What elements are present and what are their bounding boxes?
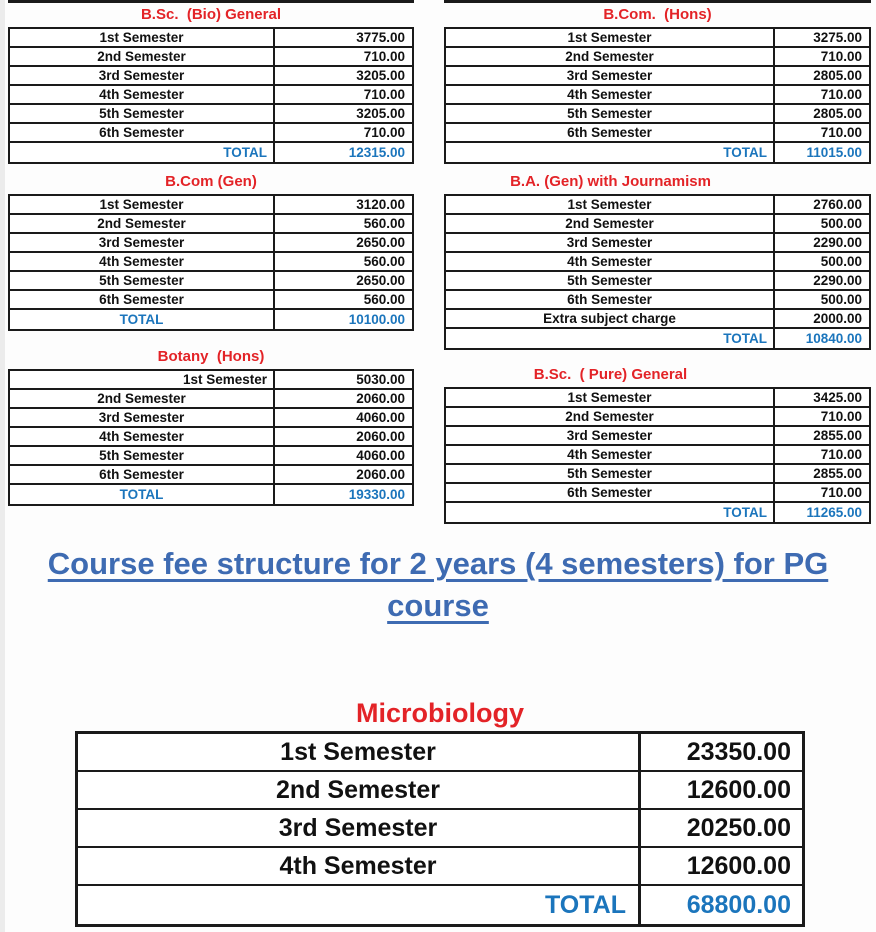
total-amount: 12315.00	[273, 143, 412, 162]
total-amount: 68800.00	[638, 886, 802, 924]
fee-row	[10, 272, 412, 291]
semester-label: 4th Semester	[279, 851, 437, 880]
fee-amount: 2855.00	[773, 465, 869, 482]
table-title: B.Sc. (Bio) General	[140, 6, 282, 23]
semester-label: 4th Semester	[567, 254, 652, 269]
table-title: B.Sc. ( Pure) General	[533, 366, 688, 383]
fee-row	[10, 29, 412, 48]
semester-label: 6th Semester	[567, 485, 652, 500]
fee-row	[10, 253, 412, 272]
semester-label: 1st Semester	[182, 372, 267, 387]
fee-row	[446, 124, 869, 143]
fee-amount: 500.00	[773, 291, 869, 308]
fee-row	[78, 810, 802, 848]
total-row	[10, 143, 412, 162]
semester-label: 5th Semester	[99, 273, 184, 288]
semester-label: 1st Semester	[99, 30, 184, 45]
fee-row	[446, 253, 869, 272]
fee-row	[10, 48, 412, 67]
fee-amount: 12600.00	[638, 772, 802, 808]
semester-label: 3rd Semester	[98, 410, 185, 425]
fee-table	[75, 731, 805, 927]
fee-amount: 710.00	[773, 446, 869, 463]
fee-amount: 2060.00	[273, 428, 412, 445]
semester-label: 5th Semester	[99, 106, 184, 121]
fee-table-bcom-hons	[444, 6, 871, 164]
fee-row	[10, 291, 412, 310]
fee-amount: 2650.00	[273, 234, 412, 251]
fee-amount: 5030.00	[273, 371, 412, 388]
fee-table	[444, 194, 871, 350]
total-row	[10, 485, 412, 504]
total-row	[10, 310, 412, 329]
fee-row	[446, 215, 869, 234]
semester-label: 4th Semester	[99, 429, 184, 444]
fee-row	[446, 272, 869, 291]
fee-table	[8, 369, 414, 506]
fee-amount: 3120.00	[273, 196, 412, 213]
pg-course-heading-text: Course fee structure for 2 years (4 semesters) for PG course	[47, 546, 829, 623]
fee-amount: 710.00	[773, 124, 869, 141]
semester-label: 3rd Semester	[98, 235, 185, 250]
semester-label: 5th Semester	[99, 448, 184, 463]
fee-row	[446, 310, 869, 329]
semester-label: 6th Semester	[567, 125, 652, 140]
fee-amount: 2805.00	[773, 105, 869, 122]
fee-row	[446, 196, 869, 215]
fee-table-botany-hons	[8, 348, 414, 506]
fee-row	[446, 48, 869, 67]
pg-course-heading	[0, 543, 876, 627]
fee-row	[446, 291, 869, 310]
fee-row	[446, 234, 869, 253]
fee-table	[8, 194, 414, 331]
fee-amount: 3205.00	[273, 67, 412, 84]
semester-label: 3rd Semester	[566, 68, 653, 83]
semester-label: 3rd Semester	[566, 235, 653, 250]
fee-row	[446, 446, 869, 465]
semester-label: 5th Semester	[567, 273, 652, 288]
semester-label: 1st Semester	[567, 197, 652, 212]
fee-row	[446, 105, 869, 124]
scan-edge	[0, 0, 5, 932]
fee-amount: 710.00	[773, 48, 869, 65]
fee-amount: 2290.00	[773, 272, 869, 289]
cropped-table-edge-right	[444, 0, 871, 3]
fee-table-microbiology	[75, 697, 805, 927]
fee-amount: 2760.00	[773, 196, 869, 213]
fee-row	[10, 466, 412, 485]
semester-label: 4th Semester	[99, 254, 184, 269]
table-title: Botany (Hons)	[157, 348, 265, 365]
fee-row	[10, 447, 412, 466]
fee-amount: 500.00	[773, 215, 869, 232]
fee-amount: 2805.00	[773, 67, 869, 84]
semester-label: 3rd Semester	[98, 68, 185, 83]
table-title: B.Com. (Hons)	[603, 6, 712, 23]
total-label: TOTAL	[723, 331, 767, 346]
fee-amount: 560.00	[273, 215, 412, 232]
semester-label: 2nd Semester	[97, 391, 186, 406]
semester-label: 4th Semester	[567, 87, 652, 102]
fee-row	[78, 772, 802, 810]
semester-label: 1st Semester	[99, 197, 184, 212]
semester-label: 2nd Semester	[565, 409, 654, 424]
fee-table	[444, 387, 871, 524]
semester-label: 3rd Semester	[566, 428, 653, 443]
fee-amount: 710.00	[273, 86, 412, 103]
fee-row	[10, 215, 412, 234]
table-title: B.A. (Gen) with Journamism	[510, 173, 711, 190]
fee-row	[10, 409, 412, 428]
total-label: TOTAL	[223, 145, 267, 160]
fee-row	[10, 105, 412, 124]
total-amount: 11015.00	[773, 143, 869, 162]
total-row	[446, 143, 869, 162]
semester-label: 1st Semester	[280, 737, 436, 766]
fee-amount: 710.00	[773, 408, 869, 425]
semester-label: 4th Semester	[99, 87, 184, 102]
fee-row	[446, 427, 869, 446]
fee-amount: 710.00	[273, 124, 412, 141]
fee-amount: 2650.00	[273, 272, 412, 289]
semester-label: 3rd Semester	[278, 813, 438, 842]
semester-label: 2nd Semester	[97, 216, 186, 231]
fee-amount: 3205.00	[273, 105, 412, 122]
semester-label: Extra subject charge	[543, 311, 676, 326]
cropped-table-edge-left	[8, 0, 414, 3]
semester-label: 4th Semester	[567, 447, 652, 462]
fee-table-ba-gen-journamism	[444, 173, 871, 350]
fee-row	[446, 86, 869, 105]
fee-amount: 560.00	[273, 291, 412, 308]
semester-label: 1st Semester	[567, 390, 652, 405]
table-title: B.Com (Gen)	[165, 173, 257, 190]
fee-amount: 560.00	[273, 253, 412, 270]
fee-amount: 2060.00	[273, 466, 412, 483]
semester-label: 6th Semester	[567, 292, 652, 307]
fee-row	[10, 196, 412, 215]
fee-amount: 4060.00	[273, 447, 412, 464]
fee-amount: 710.00	[773, 484, 869, 501]
fee-amount: 710.00	[773, 86, 869, 103]
fee-row	[446, 484, 869, 503]
fee-row	[446, 29, 869, 48]
total-amount: 10100.00	[273, 310, 412, 329]
total-row	[78, 886, 802, 924]
fee-row	[446, 389, 869, 408]
fee-row	[78, 848, 802, 886]
semester-label: 5th Semester	[567, 466, 652, 481]
semester-label: 2nd Semester	[97, 49, 186, 64]
fee-row	[10, 234, 412, 253]
semester-label: 6th Semester	[99, 125, 184, 140]
fee-amount: 710.00	[273, 48, 412, 65]
fee-row	[10, 124, 412, 143]
fee-table-bsc-pure-general	[444, 366, 871, 524]
fee-table-bcom-gen	[8, 173, 414, 331]
total-row	[446, 329, 869, 348]
semester-label: 2nd Semester	[565, 49, 654, 64]
fee-amount: 500.00	[773, 253, 869, 270]
fee-table	[8, 27, 414, 164]
fee-row	[10, 86, 412, 105]
total-label: TOTAL	[544, 890, 626, 919]
total-amount: 19330.00	[273, 485, 412, 504]
total-label: TOTAL	[119, 487, 164, 502]
fee-row	[10, 371, 412, 390]
fee-amount: 23350.00	[638, 734, 802, 770]
fee-amount: 20250.00	[638, 810, 802, 846]
fee-row	[10, 67, 412, 86]
fee-row	[10, 428, 412, 447]
semester-label: 6th Semester	[99, 467, 184, 482]
fee-row	[446, 408, 869, 427]
total-label: TOTAL	[723, 145, 767, 160]
total-amount: 10840.00	[773, 329, 869, 348]
fee-row	[78, 734, 802, 772]
fee-amount: 2060.00	[273, 390, 412, 407]
fee-row	[10, 390, 412, 409]
total-label: TOTAL	[119, 312, 164, 327]
fee-amount: 12600.00	[638, 848, 802, 884]
total-amount: 11265.00	[773, 503, 869, 522]
table-title: Microbiology	[356, 698, 524, 728]
fee-amount: 3425.00	[773, 389, 869, 406]
semester-label: 2nd Semester	[276, 775, 440, 804]
semester-label: 6th Semester	[99, 292, 184, 307]
fee-amount: 2290.00	[773, 234, 869, 251]
fee-amount: 4060.00	[273, 409, 412, 426]
fee-amount: 3775.00	[273, 29, 412, 46]
fee-amount: 2000.00	[773, 310, 869, 327]
fee-row	[446, 67, 869, 86]
semester-label: 2nd Semester	[565, 216, 654, 231]
fee-amount: 3275.00	[773, 29, 869, 46]
fee-row	[446, 465, 869, 484]
total-label: TOTAL	[723, 505, 767, 520]
total-row	[446, 503, 869, 522]
semester-label: 1st Semester	[567, 30, 652, 45]
semester-label: 5th Semester	[567, 106, 652, 121]
fee-table	[444, 27, 871, 164]
fee-table-bsc-bio-general	[8, 6, 414, 164]
fee-amount: 2855.00	[773, 427, 869, 444]
